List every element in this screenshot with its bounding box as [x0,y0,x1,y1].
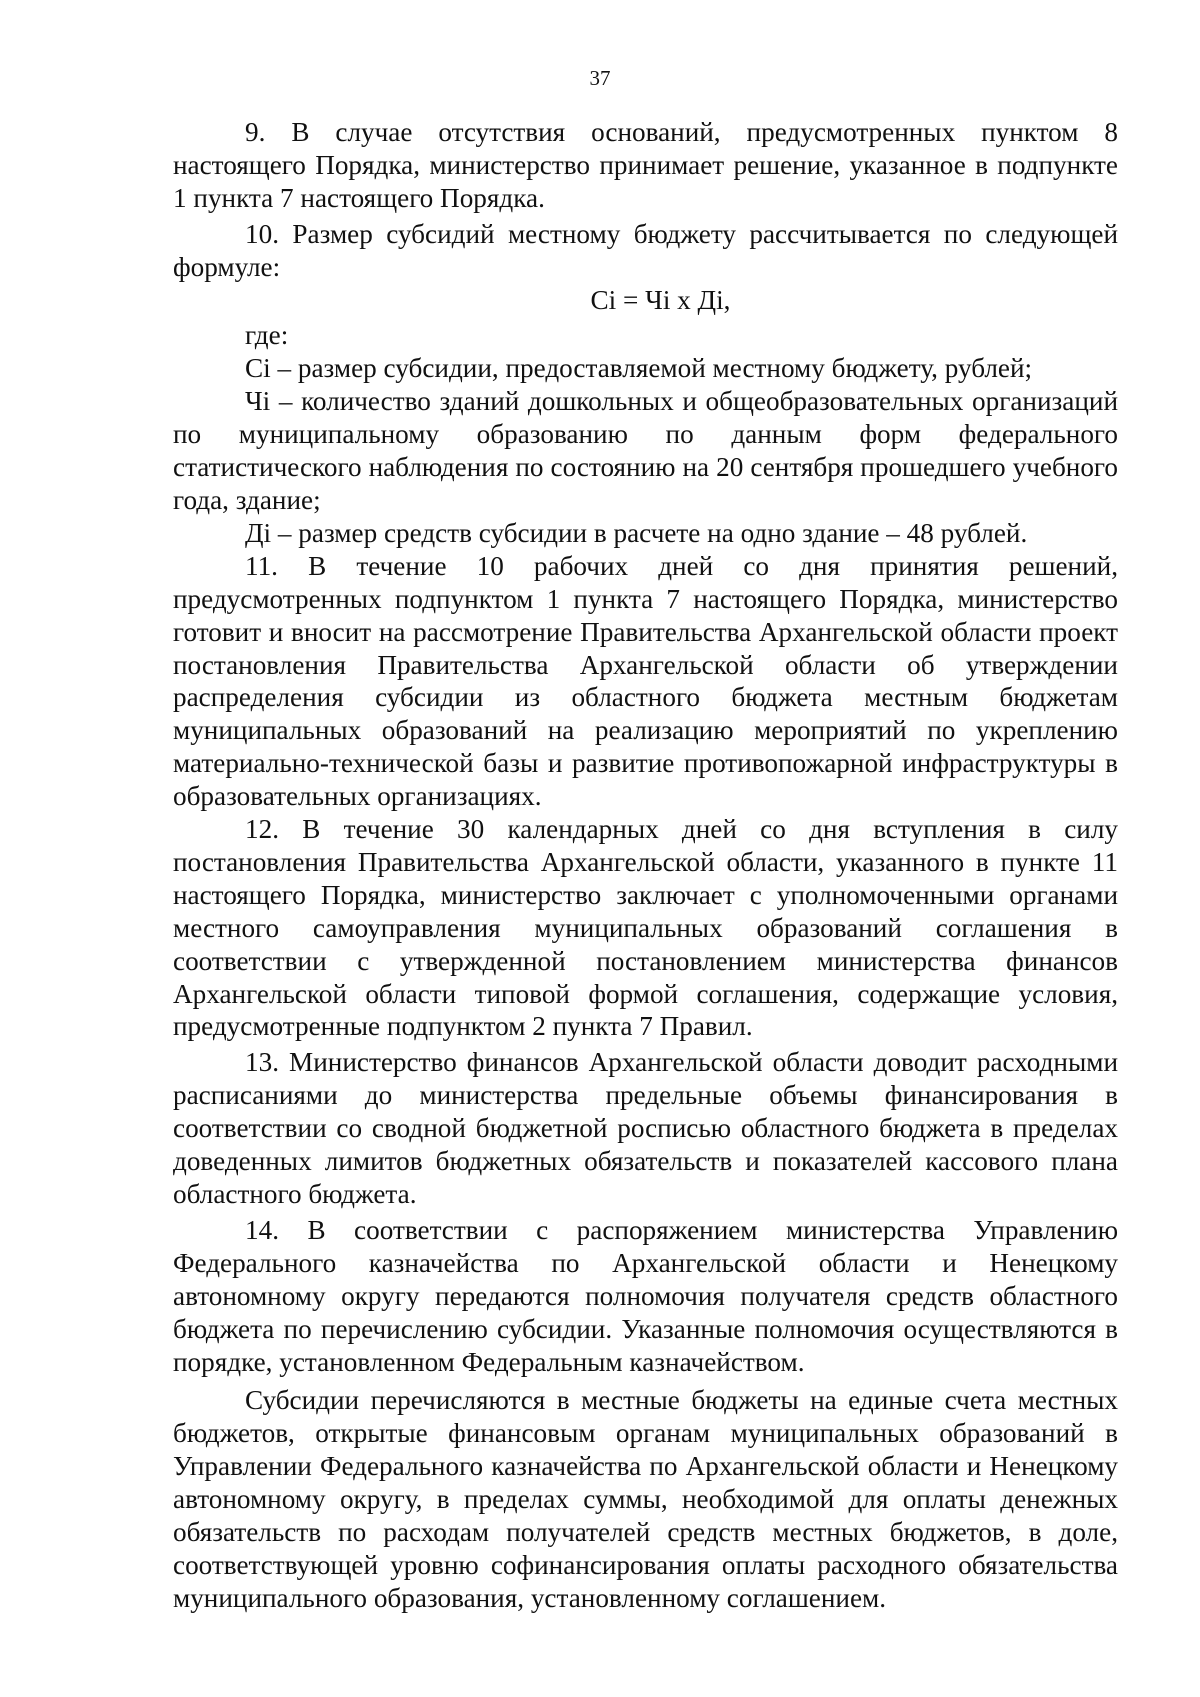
paragraph-12: 12. В течение 30 календарных дней со дня вступления в силу постановления Правительства Архангельской области, указанного в пункте 11 настоящего Порядка, министерство заключает с уполномоченными органами местного самоуправления муниципальных образований соглашения в соответствии с утвержденной постановлением министерства финансов Архангельской области типовой формой соглашения, содержащие условия, предусмотренные подпунктом 2 пункта 7 Правил. [173,814,1118,1042]
paragraph-subsidy-transfer: Субсидии перечисляются в местные бюджеты на единые счета местных бюджетов, открытые финансовым органам муниципальных образований в Управлении Федерального казначейства по Архангельской области и Ненецкому автономному округу, в пределах суммы, необходимой для оплаты денежных обязательств по расходам получателей средств местных бюджетов, в доле, соответствующей уровню софинансирования оплаты расходного обязательства муниципального образования, установленному соглашением. [173,1385,1118,1613]
formula-def-ci: Сі – размер субсидии, предоставляемой местному бюджету, рублей; [245,353,1033,384]
formula-where: где: [245,320,289,351]
formula-def-chi: Чі – количество зданий дошкольных и общеобразовательных организаций по муниципальному образованию по данным форм федерального статистического наблюдения по состоянию на 20 сентября прошедшего учебного года, здание; [173,386,1118,515]
paragraph-13: 13. Министерство финансов Архангельской области доводит расходными расписаниями до министерства предельные объемы финансирования в соответствии со сводной бюджетной росписью областного бюджета в пределах доведенных лимитов бюджетных обязательств и показателей кассового плана областного бюджета. [173,1047,1118,1209]
formula: Сі = Чі х Ді, [590,284,731,315]
paragraph-9: 9. В случае отсутствия оснований, предусмотренных пунктом 8 настоящего Порядка, министерство принимает решение, указанное в подпункте 1 пункта 7 настоящего Порядка. [173,117,1118,213]
page-number: 37 [589,66,611,90]
formula-def-di: Ді – размер средств субсидии в расчете на одно здание – 48 рублей. [245,517,1028,548]
document-body [173,116,1118,1615]
paragraph-10: 10. Размер субсидий местному бюджету рассчитывается по следующей формуле: [173,218,1118,282]
paragraph-14: 14. В соответствии с распоряжением министерства Управлению Федерального казначейства по Архангельской области и Ненецкому автономному округу передаются полномочия получателя средств областного бюджета по перечислению субсидии. Указанные полномочия осуществляются в порядке, установленном Федеральным казначейством. [173,1214,1118,1377]
paragraph-11: 11. В течение 10 рабочих дней со дня принятия решений, предусмотренных подпунктом 1 пункта 7 настоящего Порядка, министерство готовит и вносит на рассмотрение Правительства Архангельской области проект постановления Правительства Архангельской области об утверждении распределения субсидии из областного бюджета местным бюджетам муниципальных образований на реализацию мероприятий по укреплению материально-технической базы и развитие противопожарной инфраструктуры в образовательных организациях. [173,550,1118,812]
